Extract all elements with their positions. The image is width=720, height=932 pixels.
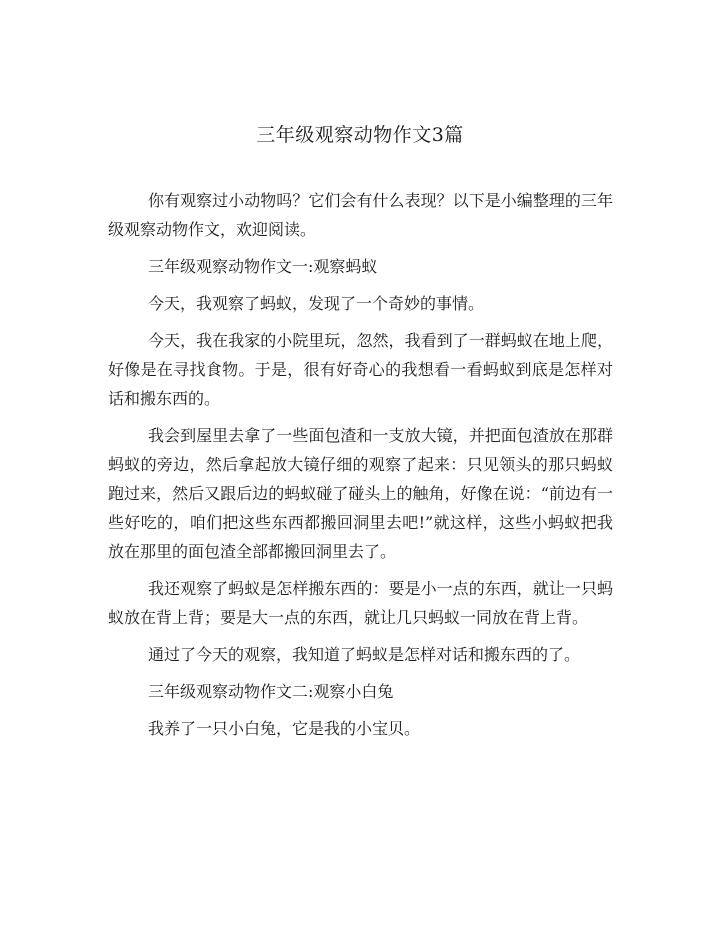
essay-one-paragraph-4: 我还观察了蚂蚁是怎样搬东西的：要是小一点的东西，就让一只蚂蚁放在背上背；要是大一点的东西，就让几只蚂蚁一同放在背上背。: [108, 579, 613, 627]
intro-paragraph: 你有观察过小动物吗？它们会有什么表现？以下是小编整理的三年级观察动物作文，欢迎阅读。: [108, 191, 613, 239]
document-body: [108, 186, 613, 751]
essay-one-paragraph-2: 今天，我在我家的小院里玩，忽然，我看到了一群蚂蚁在地上爬，好像是在寻找食物。于是，很有好奇心的我想看一看蚂蚁到底是怎样对话和搬东西的。: [108, 331, 613, 408]
essay-one-paragraph-1: 今天，我观察了蚂蚁，发现了一个奇妙的事情。: [148, 294, 485, 313]
document-title: 三年级观察动物作文3篇: [256, 124, 464, 146]
essay-two-paragraph-1: 我养了一只小白兔，它是我的小宝贝。: [148, 719, 421, 738]
essay-one-paragraph-3: 我会到屋里去拿了一些面包渣和一支放大镜，并把面包渣放在那群蚂蚁的旁边，然后拿起放大镜仔细的观察了起来：只见领头的那只蚂蚁跑过来，然后又跟后边的蚂蚁碰了碰头上的触角，好像在说：“前边有一些好吃的，咱们把这些东西都搬回洞里去吧!”就这样，这些小蚂蚁把我放在那里的面包渣全部都搬回洞里去了。: [108, 426, 613, 561]
essay-one-heading: 三年级观察动物作文一:观察蚂蚁: [148, 257, 378, 276]
essay-one-paragraph-5: 通过了今天的观察，我知道了蚂蚁是怎样对话和搬东西的了。: [148, 645, 581, 664]
essay-two-heading: 三年级观察动物作文二:观察小白兔: [148, 682, 394, 701]
